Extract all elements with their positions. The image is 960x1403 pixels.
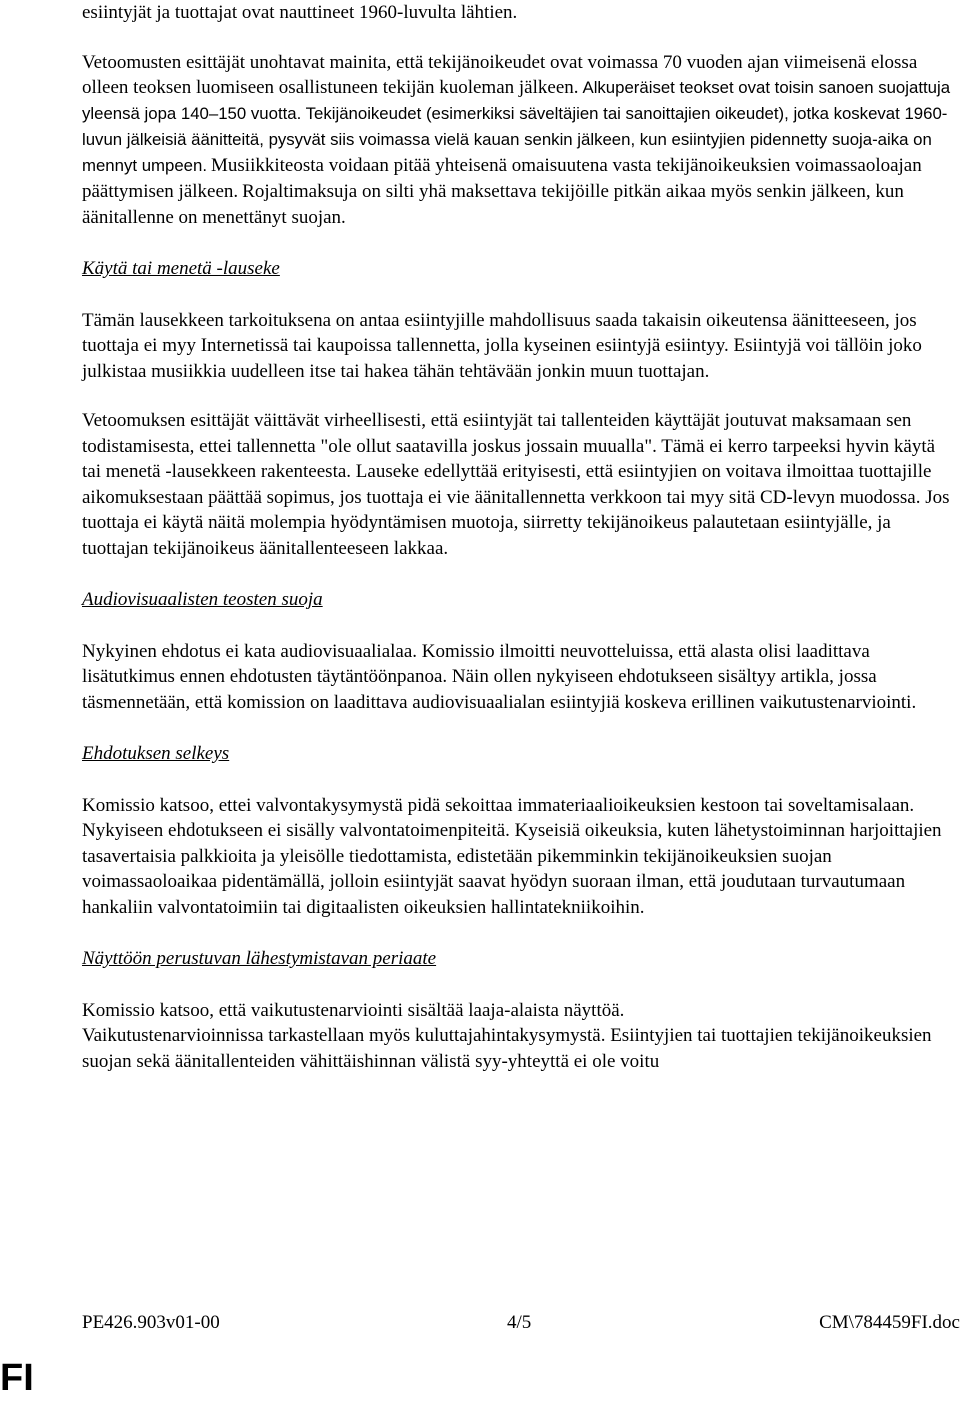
sentence-alkuperaiset: Alkuperäiset teokset ovat toisin sanoen suojattuja yleensä jopa 140–150 vuotta. Tekijänoikeudet (esimerkiksi säveltäjien tai sanoittajien oikeudet), jotka koskevat 1960-luvun jälkeisiä äänitteitä, pysyvät siis voimassa vielä kauan senkin jälkeen, kun esiintyjien pidennetty suoja-aika on mennyt umpeen. <box>82 78 951 175</box>
heading-nayttoon: Näyttöön perustuvan lähestymistavan periaate <box>82 948 437 969</box>
heading-audiovisuaalisten: Audiovisuaalisten teosten suoja <box>82 589 323 610</box>
footer-page-number: 4/5 <box>507 1312 532 1333</box>
page-footer <box>82 1312 960 1338</box>
sentence-rojaltimaksuja: Rojaltimaksuja on silti yhä maksettava tekijöille pitkän aikaa myös senkin jälkeen, kun äänitallenne on menettänyt suojan. <box>82 181 904 228</box>
paragraph-vetoomusten <box>82 50 956 231</box>
sentence-laaja-alaista: Komissio katsoo, että vaikutustenarviointi sisältää laaja-alaista näyttöä. <box>82 999 625 1021</box>
paragraph-komissio-katsoo: Komissio katsoo, ettei valvontakysymystä pidä sekoittaa immateriaalioikeuksien kestoon tai soveltamisalaan. Nykyiseen ehdotukseen ei sisälly valvontatoimenpiteitä. Kyseisiä oikeuksia, kuten lähetystoiminnan harjoittajien tasavertaisia palkkioita ja yleisölle tiedottamista, edistetään pikemminkin tekijänoikeuksien suojan voimassaoloaikaa pidentämällä, jolloin esiintyjät saavat hyödyn suoraan ilman, että joudutaan turvautumaan hankaliin valvontatoimiin tai digitaalisten oikeuksien hallintatekniikoihin. <box>82 794 942 918</box>
heading-kayta-tai-meneta: Käytä tai menetä -lauseke <box>82 258 280 279</box>
intro-line: esiintyjät ja tuottajat ovat nauttineet 1960-luvulta lähtien. <box>82 2 518 23</box>
sentence-kuluttajahinta: Vaikutustenarvioinnissa tarkastellaan myös kuluttajahintakysymystä. Esiintyjien tai tuottajien tekijänoikeuksien suojan sekä äänitallenteiden vähittäishinnan välistä syy-yhteyttä ei ole voitu <box>82 1025 932 1072</box>
footer-doc-ref: PE426.903v01-00 <box>82 1312 220 1333</box>
heading-ehdotuksen-selkeys: Ehdotuksen selkeys <box>82 743 230 764</box>
paragraph-taman: Tämän lausekkeen tarkoituksena on antaa esiintyjille mahdollisuus saada takaisin oikeutensa äänitteeseen, jos tuottaja ei myy Internetissä tai kaupoissa tallennetta, jolla kyseinen esiintyjä esiintyy. Esiintyjä voi tällöin joko julkistaa musiikkia uudelleen itse tai hakea tähän tehtävään jonkin muun tuottajan. <box>82 309 922 382</box>
paragraph-vaikutustenarviointi <box>82 998 956 1075</box>
document-body <box>82 0 956 1074</box>
footer-file-ref: CM\784459FI.doc <box>819 1312 960 1333</box>
paragraph-nykyinen: Nykyinen ehdotus ei kata audiovisuaalialaa. Komissio ilmoitti neuvotteluissa, että alasta olisi laadittava lisätutkimus ennen ehdotusten täytäntöönpanoa. Näin ollen nykyiseen ehdotukseen sisältyy artikla, jossa täsmennetään, että komission on laadittava audiovisuaalialan esiintyjiä koskeva erillinen vaikutustenarviointi. <box>82 640 917 713</box>
language-tag: FI <box>0 1357 34 1399</box>
sentence-musiikkiteosta: Musiikkiteosta voidaan pitää yhteisenä omaisuutena vasta tekijänoikeuksien voimassaoloajan päättymisen jälkeen. <box>82 155 922 202</box>
paragraph-vetoomuksen: Vetoomuksen esittäjät väittävät virheellisesti, että esiintyjät tai tallenteiden käyttäjät joutuvat maksamaan sen todistamisesta, ettei tallennetta "ole ollut saatavilla joskus jossain muualla". Tämä ei kerro tarpeeksi hyvin käytä tai menetä -lausekkeen rakenteesta. Lauseke edellyttää erityisesti, että esiintyjien on voitava ilmoittaa tuottajille aikomuksestaan päättää sopimus, jos tuottaja ei vie äänitallennetta verkkoon tai myy sitä CD-levyn muodossa. Jos tuottaja ei käytä näitä molempia hyödyntämisen muotoja, siirretty tekijänoikeus palautetaan esiintyjälle, ja tuottajan tekijänoikeus äänitallenteeseen lakkaa. <box>82 410 950 559</box>
sentence-voimassa: Vetoomusten esittäjät unohtavat mainita, että tekijänoikeudet ovat voimassa 70 vuoden ajan viimeisenä elossa olleen teoksen luomiseen osallistuneen tekijän kuoleman jälkeen. <box>82 51 918 98</box>
